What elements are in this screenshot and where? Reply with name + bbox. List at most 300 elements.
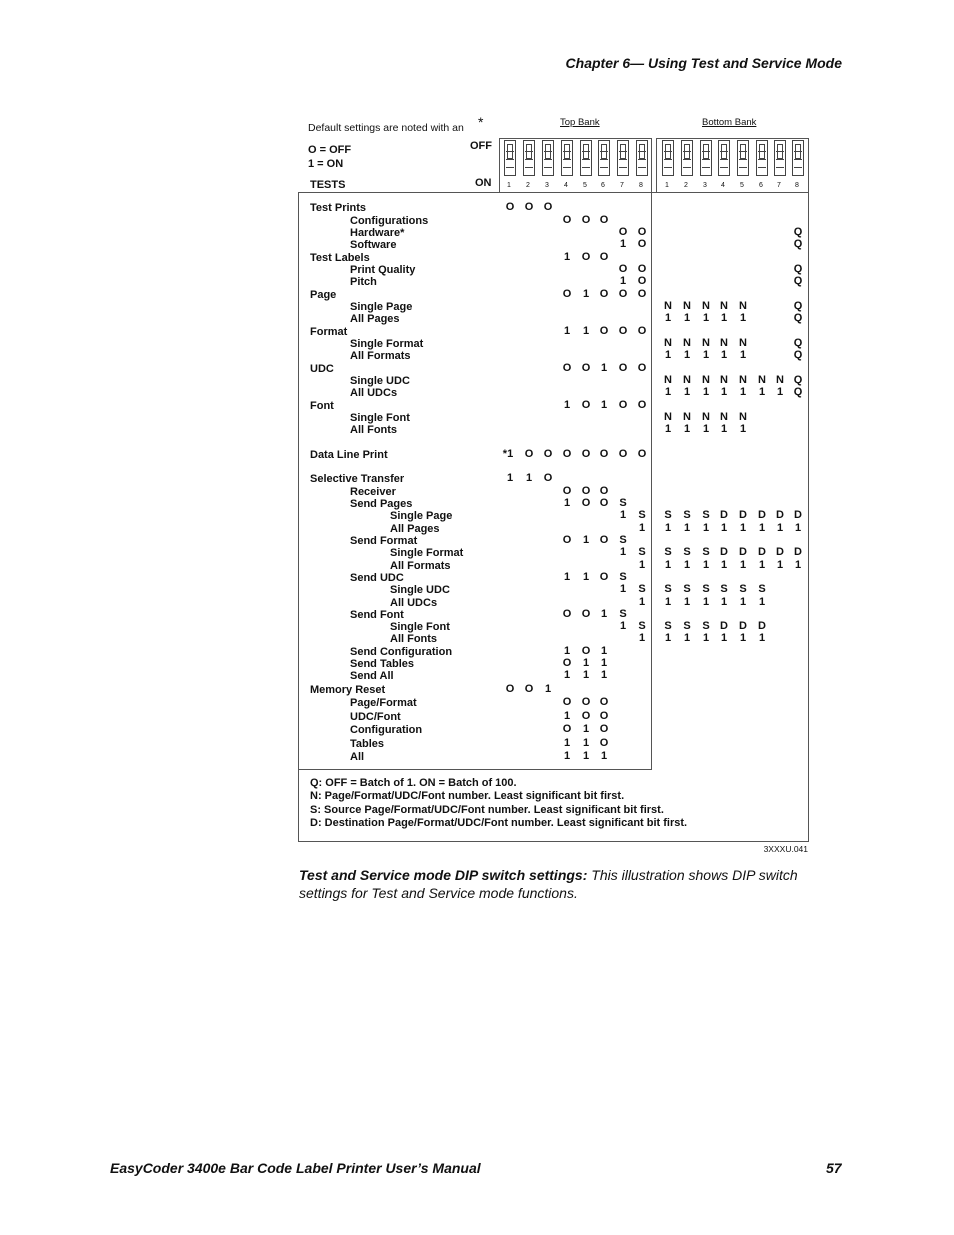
switch-stripe [664,167,672,168]
bottom-bank-setting: D [794,509,802,521]
bottom-bank-setting: 1 [664,312,672,324]
caption-text: This illustration shows DIP switch settings for Test and Service mode functions. [299,867,798,901]
top-bank-setting: O [562,485,572,497]
bottom-bank-setting: 1 [683,386,691,398]
bottom-bank-setting: 1 [683,559,691,571]
bottom-bank-setting: Q [793,374,803,386]
bottom-bank-setting: 1 [702,596,710,608]
top-bank-setting: O [562,696,572,708]
bottom-bank-setting: S [664,620,672,632]
switch-stripe [664,159,672,160]
bottom-bank-setting: 1 [739,312,747,324]
chapter-header: Chapter 6— Using Test and Service Mode [565,55,842,71]
top-bank-setting: 1 [582,288,590,300]
switch-stripe [794,151,802,152]
top-bank-setting: O [618,325,628,337]
bottom-bank-setting: 1 [702,559,710,571]
row-label: Send Format [350,535,418,547]
divider [656,138,657,192]
bottom-bank-setting: 1 [739,349,747,361]
row-label: Single Page [390,510,453,522]
row-label: Send UDC [350,572,404,584]
bottom-bank-setting: 1 [739,386,747,398]
bottom-bank-setting: S [758,583,766,595]
bottom-bank-setting: Q [793,386,803,398]
default-note: Default settings are noted with an [308,122,464,134]
row-label: Test Labels [310,252,370,264]
top-bank-setting: 1 [563,645,571,657]
top-bank-setting: O [562,534,572,546]
row-label: Tables [350,738,385,750]
bottom-bank-setting: 1 [683,632,691,644]
top-bank-switch-number: 7 [620,182,624,189]
bottom-bank-switch-number: 8 [795,182,799,189]
bottom-bank-setting: D [720,620,728,632]
top-bank-setting: O [562,723,572,735]
switch-stripe [702,151,710,152]
bottom-bank-setting: S [664,546,672,558]
bottom-bank-setting: S [683,546,691,558]
switch-stripe [525,159,533,160]
figure-caption [299,866,844,902]
bottom-bank-setting: S [702,546,710,558]
top-bank-setting: O [562,448,572,460]
row-label: Test Prints [310,202,367,214]
switch-stripe [720,159,728,160]
top-bank-setting: 1 [582,657,590,669]
switch-stripe [758,167,766,168]
top-bank-setting: O [599,534,609,546]
row-label: Send Font [350,609,404,621]
bottom-bank-setting: Q [793,263,803,275]
top-bank-setting: O [581,448,591,460]
top-bank-setting: O [599,571,609,583]
top-bank-setting: O [618,399,628,411]
row-label: Page/Format [350,697,417,709]
row-label: All Pages [350,313,400,325]
top-bank-setting: S [638,509,646,521]
switch-stripe [544,167,552,168]
top-bank-setting: 1 [600,362,608,374]
row-label: Memory Reset [310,684,386,696]
top-bank-setting: 1 [600,750,608,762]
row-label: All Formats [390,560,451,572]
switch-stripe [563,167,571,168]
bottom-bank-setting: 1 [702,632,710,644]
bottom-bank-switch-1 [662,140,674,176]
top-bank-switch-number: 5 [583,182,587,189]
switch-stripe [619,159,627,160]
divider [808,138,809,842]
bottom-bank-setting: 1 [702,312,710,324]
top-bank-setting: 1 [582,534,590,546]
top-bank-setting: 1 [600,657,608,669]
top-bank-setting: 1 [582,571,590,583]
switch-stripe [506,159,514,160]
bottom-bank-setting: 1 [683,596,691,608]
bottom-bank-setting: 1 [720,349,728,361]
divider [656,138,809,139]
note-n: N: Page/Format/UDC/Font number. Least significant bit first. [310,790,625,802]
bottom-bank-setting: S [683,509,691,521]
bottom-bank-setting: 1 [739,522,747,534]
switch-stripe [720,167,728,168]
top-bank-setting: 1 [619,275,627,287]
bottom-bank-setting: D [794,546,802,558]
bottom-bank-setting: N [739,300,747,312]
top-bank-setting: 1 [506,472,514,484]
bottom-bank-setting: D [758,509,766,521]
bottom-bank-setting: S [664,583,672,595]
switch-stripe [638,151,646,152]
row-label: Pitch [350,276,377,288]
top-bank-setting: S [619,571,627,583]
bottom-bank-setting: N [683,337,691,349]
top-bank-setting: 1 [582,750,590,762]
top-bank-setting: O [599,485,609,497]
bottom-bank-setting: 1 [720,522,728,534]
bottom-bank-setting: N [720,374,728,386]
bottom-bank-setting: Q [793,337,803,349]
on-label: ON [475,177,492,189]
top-bank-switch-number: 6 [601,182,605,189]
row-label: Send All [350,670,394,682]
bottom-bank-switch-2 [681,140,693,176]
row-label: Configurations [350,215,429,227]
switch-stripe [794,167,802,168]
top-bank-setting: S [638,583,646,595]
bottom-bank-setting: N [758,374,766,386]
switch-stripe [506,151,514,152]
top-bank-setting: S [619,534,627,546]
top-bank-setting: O [543,448,553,460]
top-bank-setting: 1 [582,723,590,735]
row-label: Send Pages [350,498,413,510]
bottom-bank-setting: N [664,300,672,312]
top-bank-setting: 1 [600,645,608,657]
top-bank-setting: O [599,710,609,722]
top-bank-setting: O [637,263,647,275]
top-bank-setting: O [543,472,553,484]
switch-stripe [600,151,608,152]
switch-stripe [683,159,691,160]
top-bank-switch-number: 4 [564,182,568,189]
top-bank-setting: O [618,448,628,460]
bottom-bank-switch-4 [718,140,730,176]
bottom-bank-setting: 1 [683,349,691,361]
switch-stripe [544,159,552,160]
top-bank-setting: O [599,288,609,300]
top-bank-setting: O [524,201,534,213]
divider [298,192,809,193]
caption-title: Test and Service mode DIP switch settings: [299,867,588,883]
top-bank-setting: O [599,696,609,708]
bottom-bank-setting: 1 [683,423,691,435]
top-bank-setting: S [619,497,627,509]
bottom-bank-setting: S [702,583,710,595]
top-bank-switch-1 [504,140,516,176]
top-bank-setting: 1 [638,522,646,534]
bottom-bank-setting: N [720,411,728,423]
footer-title: EasyCoder 3400e Bar Code Label Printer User’s Manual [110,1160,481,1176]
bottom-bank-setting: D [720,546,728,558]
switch-stripe [683,151,691,152]
top-bank-switch-6 [598,140,610,176]
bottom-bank-label: Bottom Bank [702,117,757,128]
switch-stripe [582,151,590,152]
bottom-bank-setting: D [758,546,766,558]
bottom-bank-setting: Q [793,312,803,324]
top-bank-switch-7 [617,140,629,176]
top-bank-setting: O [599,214,609,226]
top-bank-setting: O [543,201,553,213]
bottom-bank-switch-number: 2 [684,182,688,189]
default-asterisk: * [478,114,484,130]
top-bank-setting: O [637,226,647,238]
top-bank-setting: 1 [563,737,571,749]
divider [298,769,299,842]
top-bank-setting: O [599,251,609,263]
top-bank-switch-3 [542,140,554,176]
top-bank-setting: *1 [502,448,514,460]
bottom-bank-setting: 1 [739,423,747,435]
top-bank-setting: O [505,683,515,695]
bottom-bank-setting: 1 [758,522,766,534]
off-label: OFF [470,140,492,152]
divider [298,192,299,770]
row-label: UDC/Font [350,711,401,723]
row-label: Page [310,289,337,301]
bottom-bank-setting: 1 [794,522,802,534]
bottom-bank-switch-number: 6 [759,182,763,189]
switch-stripe [582,159,590,160]
top-bank-setting: 1 [582,325,590,337]
bottom-bank-setting: Q [793,226,803,238]
top-bank-setting: 1 [563,571,571,583]
top-bank-setting: O [524,683,534,695]
bottom-bank-switch-number: 4 [721,182,725,189]
page-number: 57 [826,1160,842,1176]
switch-stripe [563,159,571,160]
top-bank-setting: O [524,448,534,460]
bottom-bank-setting: Q [793,300,803,312]
bottom-bank-setting: Q [793,349,803,361]
switch-stripe [664,151,672,152]
legend-off: O = OFF [308,144,352,156]
bottom-bank-setting: 1 [720,632,728,644]
bottom-bank-setting: 1 [664,559,672,571]
top-bank-setting: O [562,362,572,374]
bottom-bank-switch-6 [756,140,768,176]
bottom-bank-setting: N [683,300,691,312]
switch-stripe [776,159,784,160]
row-label: Send Tables [350,658,414,670]
bottom-bank-setting: 1 [720,596,728,608]
switch-stripe [794,159,802,160]
top-bank-setting: 1 [563,750,571,762]
row-label: Data Line Print [310,449,388,461]
top-bank-setting: O [637,399,647,411]
top-bank-setting: 1 [525,472,533,484]
bottom-bank-setting: S [664,509,672,521]
bottom-bank-setting: N [720,300,728,312]
bottom-bank-setting: 1 [739,559,747,571]
row-label: Configuration [350,724,423,736]
bottom-bank-setting: 1 [664,349,672,361]
bottom-bank-setting: D [720,509,728,521]
row-label: Single UDC [390,584,450,596]
bottom-bank-setting: 1 [664,596,672,608]
top-bank-setting: O [581,485,591,497]
switch-stripe [619,151,627,152]
bottom-bank-setting: D [758,620,766,632]
top-bank-setting: O [581,608,591,620]
switch-stripe [739,151,747,152]
bottom-bank-setting: 1 [720,312,728,324]
bottom-bank-setting: N [664,411,672,423]
top-bank-setting: 1 [563,399,571,411]
row-label: Single Page [350,301,413,313]
switch-stripe [544,151,552,152]
bottom-bank-setting: Q [793,275,803,287]
top-bank-setting: O [618,362,628,374]
bottom-bank-setting: N [664,337,672,349]
bottom-bank-setting: 1 [776,522,784,534]
top-bank-setting: S [619,608,627,620]
bottom-bank-setting: N [720,337,728,349]
row-label: Send Configuration [350,646,453,658]
bottom-bank-setting: 1 [702,386,710,398]
bottom-bank-setting: S [683,583,691,595]
bottom-bank-setting: 1 [720,386,728,398]
switch-stripe [776,151,784,152]
top-bank-setting: O [581,645,591,657]
switch-stripe [739,159,747,160]
top-bank-setting: O [581,362,591,374]
bottom-bank-setting: 1 [702,423,710,435]
bottom-bank-setting: 1 [758,596,766,608]
row-label: All Fonts [390,633,438,645]
bottom-bank-setting: N [776,374,784,386]
bottom-bank-setting: N [664,374,672,386]
top-bank-setting: O [618,263,628,275]
bottom-bank-switch-5 [737,140,749,176]
bottom-bank-setting: D [776,546,784,558]
bottom-bank-setting: 1 [720,559,728,571]
top-bank-setting: 1 [563,710,571,722]
bottom-bank-switch-number: 7 [777,182,781,189]
switch-stripe [702,167,710,168]
row-label: Single Format [350,338,424,350]
bottom-bank-setting: 1 [664,386,672,398]
top-bank-setting: O [637,448,647,460]
switch-stripe [702,159,710,160]
top-bank-setting: O [581,497,591,509]
bottom-bank-setting: 1 [702,522,710,534]
bottom-bank-setting: D [776,509,784,521]
switch-stripe [720,151,728,152]
top-bank-setting: O [562,288,572,300]
switch-stripe [776,167,784,168]
top-bank-setting: 1 [619,509,627,521]
tests-label: TESTS [310,179,346,191]
bottom-bank-setting: N [702,374,710,386]
row-label: Print Quality [350,264,416,276]
switch-stripe [600,167,608,168]
bottom-bank-setting: 1 [794,559,802,571]
bottom-bank-switch-7 [774,140,786,176]
switch-stripe [525,167,533,168]
bottom-bank-setting: 1 [664,423,672,435]
divider [298,841,809,842]
top-bank-setting: O [599,448,609,460]
top-bank-setting: 1 [582,737,590,749]
row-label: Single UDC [350,375,410,387]
divider [651,138,652,770]
bottom-bank-setting: 1 [683,522,691,534]
note-s: S: Source Page/Format/UDC/Font number. Least significant bit first. [310,804,664,816]
bottom-bank-setting: D [739,546,747,558]
bottom-bank-setting: N [683,374,691,386]
switch-stripe [563,151,571,152]
row-label: Single Format [390,547,464,559]
row-label: Selective Transfer [310,473,405,485]
bottom-bank-setting: 1 [683,312,691,324]
top-bank-setting: O [637,238,647,250]
top-bank-setting: 1 [619,583,627,595]
row-label: Single Font [350,412,410,424]
divider [499,138,651,139]
note-d: D: Destination Page/Format/UDC/Font number. Least significant bit first. [310,817,688,829]
row-label: All [350,751,365,763]
top-bank-setting: 1 [638,596,646,608]
bottom-bank-setting: 1 [720,423,728,435]
bottom-bank-switch-number: 1 [665,182,669,189]
top-bank-setting: 1 [619,620,627,632]
switch-stripe [638,159,646,160]
top-bank-setting: S [638,546,646,558]
row-label: All UDCs [350,387,398,399]
bottom-bank-setting: 1 [776,386,784,398]
top-bank-setting: O [562,214,572,226]
bottom-bank-setting: N [702,300,710,312]
bottom-bank-setting: 1 [739,632,747,644]
switch-stripe [758,151,766,152]
row-label: Receiver [350,486,396,498]
top-bank-setting: 1 [638,559,646,571]
divider [298,769,651,770]
switch-stripe [758,159,766,160]
bottom-bank-switch-3 [700,140,712,176]
top-bank-switch-number: 3 [545,182,549,189]
top-bank-setting: O [637,288,647,300]
top-bank-setting: O [599,737,609,749]
top-bank-switch-number: 2 [526,182,530,189]
bottom-bank-setting: N [739,337,747,349]
switch-stripe [638,167,646,168]
top-bank-setting: O [581,399,591,411]
top-bank-setting: O [618,226,628,238]
bottom-bank-setting: 1 [758,632,766,644]
top-bank-switch-2 [523,140,535,176]
legend-on: 1 = ON [308,158,344,170]
row-label: Font [310,400,334,412]
top-bank-switch-4 [561,140,573,176]
top-bank-setting: O [599,497,609,509]
top-bank-setting: O [637,362,647,374]
bottom-bank-setting: 1 [664,522,672,534]
bottom-bank-setting: 1 [664,632,672,644]
